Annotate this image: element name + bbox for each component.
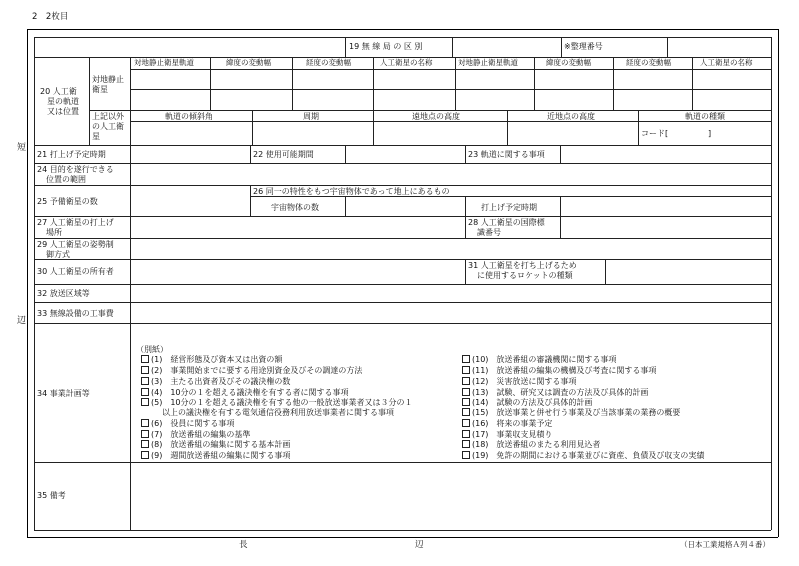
- checkbox-icon: [141, 366, 149, 374]
- serial-number-value[interactable]: [672, 41, 768, 54]
- geo-header: 経度の変動幅: [626, 58, 671, 67]
- plan-item[interactable]: (6) 役員に関する事項: [141, 419, 234, 428]
- field-label-owner: 30 人工衛星の所有者: [37, 267, 114, 276]
- plan-item[interactable]: (15) 放送事業と併せ行う事業及び当該事業の業務の概要: [462, 408, 680, 417]
- plan-item[interactable]: (18) 放送番組のまたる利用見込者: [462, 440, 600, 449]
- checkbox-icon: [141, 355, 149, 363]
- field-label-position-range-1: 24 目的を遂行できる: [37, 165, 114, 174]
- plan-item[interactable]: (8) 放送番組の編集に関する基本計画: [141, 440, 290, 449]
- field-label-intl-id-1: 28 人工衛星の国際標: [468, 218, 545, 227]
- field-label-usable-period: 22 使用可能期間: [253, 150, 314, 159]
- checkbox-icon: [141, 419, 149, 427]
- checkbox-icon: [462, 451, 470, 459]
- checkbox-icon: [462, 398, 470, 406]
- checkbox-icon: [141, 388, 149, 396]
- field-label-equipment-cost: 33 無線設備の工事費: [37, 309, 114, 318]
- checkbox-icon: [462, 440, 470, 448]
- plan-item-continuation: 以上の議決権を有する電気通信役務利用放送事業者に関する事項: [162, 408, 394, 417]
- checkbox-icon: [141, 451, 149, 459]
- plan-item[interactable]: (12) 災害放送に関する事項: [462, 377, 576, 386]
- geo-header: 緯度の変動幅: [546, 58, 591, 67]
- code-label: コード[: [641, 129, 669, 138]
- plan-item[interactable]: (1) 経営形態及び資本又は出資の額: [141, 355, 282, 364]
- field-label-orbit-3: 又は位置: [47, 107, 79, 116]
- plan-item[interactable]: (4) 10分の１を超える議決権を有する者に関する事項: [141, 388, 349, 397]
- field-label-attitude-1: 29 人工衛星の姿勢制: [37, 240, 114, 249]
- other-header: 周期: [303, 112, 319, 121]
- checkbox-icon: [141, 398, 149, 406]
- field-label-ground-objects: 26 同一の特性をもつ宇宙物体であって地上にあるもの: [253, 187, 450, 196]
- other-header: 近地点の高度: [547, 112, 595, 121]
- field-label-serial-number: ※整理番号: [564, 42, 603, 51]
- plan-item[interactable]: (2) 事業開始までに要する用途別資金及びその調達の方法: [141, 366, 362, 375]
- field-label-launch-plan: 打上げ予定時期: [481, 203, 537, 212]
- page-header: 2 2枚目: [32, 12, 69, 22]
- field-label-intl-id-2: 識番号: [477, 228, 501, 237]
- other-header: 軌道の種類: [685, 112, 725, 121]
- checkbox-icon: [462, 430, 470, 438]
- geo-header: 対地静止衛星軌道: [458, 58, 518, 67]
- field-label-broadcast-area: 32 放送区域等: [37, 289, 90, 298]
- other-label-3: 星: [92, 132, 100, 141]
- geo-label-1: 対地静止: [92, 75, 124, 84]
- other-label-2: の人工衛: [92, 122, 124, 131]
- field-label-space-object-count: 宇宙物体の数: [271, 203, 319, 212]
- checkbox-icon: [462, 419, 470, 427]
- geo-header: 人工衛星の名称: [380, 58, 433, 67]
- other-header: 軌道の傾斜角: [165, 112, 213, 121]
- code-input[interactable]: [678, 127, 706, 139]
- plan-item[interactable]: (16) 将来の事業予定: [462, 419, 552, 428]
- field-label-position-range-2: 位置の範囲: [46, 175, 86, 184]
- field-label-launch-site-2: 場所: [46, 228, 62, 237]
- checkbox-icon: [141, 430, 149, 438]
- geo-header: 人工衛星の名称: [700, 58, 753, 67]
- side-label-short: 短: [17, 143, 27, 153]
- side-label-edge: 辺: [17, 316, 27, 326]
- footer-standard: （日本工業規格Ａ列４番）: [680, 540, 770, 549]
- plan-item[interactable]: (9) 週間放送番組の編集に関する事項: [141, 451, 290, 460]
- field-label-attitude-2: 御方式: [46, 250, 70, 259]
- other-header: 遠地点の高度: [412, 112, 460, 121]
- geo-header: 対地静止衛星軌道: [134, 58, 194, 67]
- field-label-remarks: 35 備考: [37, 491, 66, 500]
- footer-long: 長: [239, 540, 248, 550]
- plan-item[interactable]: (7) 放送番組の編集の基準: [141, 430, 250, 439]
- checkbox-icon: [141, 377, 149, 385]
- field-label-orbit-matters: 23 軌道に関する事項: [468, 150, 545, 159]
- checkbox-icon: [462, 366, 470, 374]
- field-label-launch-site-1: 27 人工衛星の打上げ: [37, 218, 114, 227]
- checkbox-icon: [462, 388, 470, 396]
- plan-item[interactable]: (13) 試験、研究又は調査の方法及び具体的計画: [462, 388, 648, 397]
- checkbox-icon: [462, 355, 470, 363]
- plan-item[interactable]: (11) 放送番組の編集の機構及び考査に関する事項: [462, 366, 656, 375]
- checkbox-icon: [141, 440, 149, 448]
- plan-item[interactable]: (14) 試験の方法及び具体的計画: [462, 398, 592, 407]
- plan-item[interactable]: (5) 10分の１を超える議決権を有する他の一般放送事業者又は３分の１: [141, 398, 413, 407]
- plan-item[interactable]: (3) 主たる出資者及びその議決権の数: [141, 377, 290, 386]
- plan-item[interactable]: (17) 事業収支見積り: [462, 430, 552, 439]
- field-label-launch-schedule: 21 打上げ予定時期: [37, 150, 106, 159]
- field-label-spare-satellites: 25 予備衛星の数: [37, 197, 98, 206]
- code-close: ]: [708, 129, 712, 138]
- other-label-1: 上記以外: [92, 112, 124, 121]
- remarks-input[interactable]: [134, 466, 766, 526]
- geo-header: 緯度の変動幅: [226, 58, 271, 67]
- field-label-rocket-2: に使用するロケットの種類: [477, 271, 573, 280]
- field-label-rocket-1: 31 人工衛星を打ち上げるため: [468, 261, 577, 270]
- field-label-radio-station-type: 19 無 線 局 の 区 別: [349, 42, 423, 51]
- plan-item[interactable]: (19) 免許の期間における事業並びに資産、負債及び収支の実績: [462, 451, 704, 460]
- field-label-orbit-1: 20 人工衛: [40, 87, 77, 96]
- plan-item[interactable]: (10) 放送番組の審議機関に関する事項: [462, 355, 616, 364]
- checkbox-icon: [462, 377, 470, 385]
- geo-label-2: 衛星: [92, 85, 108, 94]
- geo-header: 経度の変動幅: [306, 58, 351, 67]
- field-label-business-plan: 34 事業計画等: [37, 389, 90, 398]
- annex-label: （別紙）: [136, 345, 168, 354]
- checkbox-icon: [462, 408, 470, 416]
- footer-edge: 辺: [415, 540, 424, 550]
- field-label-orbit-2: 星の軌道: [47, 97, 79, 106]
